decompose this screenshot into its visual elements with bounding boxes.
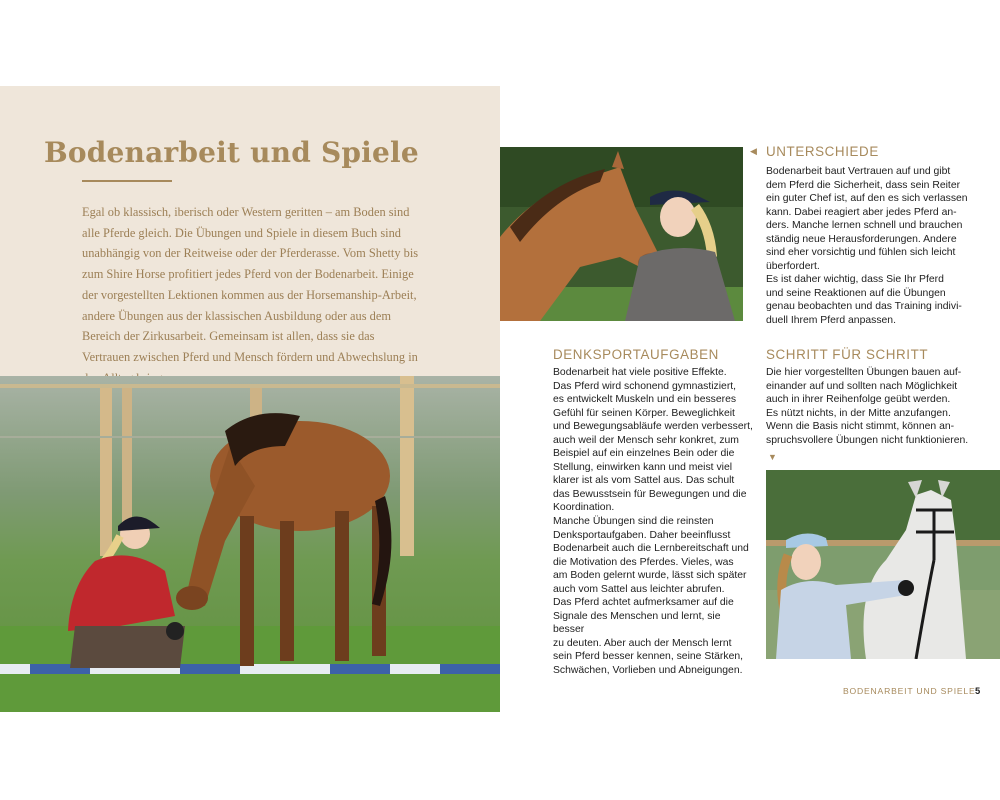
running-head: BODENARBEIT UND SPIELE — [843, 686, 976, 696]
page-number: 5 — [975, 685, 981, 696]
triangle-left-icon: ◀ — [750, 146, 757, 156]
body-schritt-fuer-schritt: Die hier vorgestellten Übungen bauen auf- einander auf und sollten nach Möglichkeit auch in ihrer Reihenfolge geübt werden. Es nützt nichts, in der Mitte anzufangen. Wenn die Basis nicht stimmt, können an- spruchsvollere Übungen nicht funktionieren. — [766, 367, 969, 446]
body-unterschiede: Bodenarbeit baut Vertrauen auf und gibt dem Pferd die Sicherheit, dass sein Reiter ein guter Chef ist, auf den es sich verlassen kann. Dabei reagiert aber jedes Pferd an- ders. Manche lernen schnell und brauchen ständig neue Herausforderungen. Andere sind eher vorsichtig und fühlen sich leicht überfordert. Es ist daher wichtig, dass Sie Ihr Pferd und seine Reaktionen auf die Übungen genau beobachten und das Training indivi- duell Ihrem Pferd anpassen. — [766, 166, 968, 327]
body-denksportaufgaben: Bodenarbeit hat viele positive Effekte. Das Pferd wird schonend gymnastiziert, es entwickelt Muskeln und ein besseres Gefühl für seinen Körper. Beweglichkeit und Bewegungsabläufe werden verbessert, auch weil der Mensch sehr konkret, zum Beispiel auf ein einzelnes Bein oder die Stellung, einwirken kann und meist viel klarer ist als vom Sattel aus. Das schult das Bewusstsein für Bewegungen und die Koordination. Manche Übungen sind die reinsten Denksportaufgaben. Daher beeinflusst Bodenarbeit auch die Lernbereitschaft und die Motivation des Pferdes. Vieles, was am Boden gelernt wurde, lässt sich später auch vom Sattel aus leichter abrufen. Das Pferd achtet aufmerksamer auf die Signale des Menschen und lernt, sie besser zu deuten. Aber auch der Mensch lernt sein Pferd besser kennen, seine Stärken, Schwächen, Vorlieben und Abneigungen. — [553, 367, 753, 677]
page-title: Bodenarbeit und Spiele — [44, 136, 419, 169]
photo-woman-with-white-horse — [766, 470, 1000, 659]
photo-woman-with-bay-horse — [0, 376, 500, 712]
intro-paragraph: Egal ob klassisch, iberisch oder Western geritten – am Boden sind alle Pferde gleich. Die Übungen und Spiele in diesem Buch sind unabhängig von der Reitweise oder der Pferderasse. Vom Shetty bis zum Shire Horse profitiert jedes Pferd von der Bodenarbeit. Einige der vorgestellten Lektionen kommen aus der Horsemanship-Arbeit, andere Übungen aus der klassischen Ausbildung oder aus dem Bereich der Zirkusarbeit. Gemeinsam ist allen, dass sie das Vertrauen zwischen Pferd und Mensch fördern und Abwechslung in — [82, 205, 419, 364]
heading-schritt-fuer-schritt: SCHRITT FÜR SCHRITT — [766, 347, 929, 362]
heading-denksportaufgaben: DENKSPORTAUFGABEN — [553, 347, 719, 362]
heading-unterschiede: UNTERSCHIEDE — [766, 144, 879, 159]
photo-woman-and-horse-face-to-face — [500, 147, 743, 321]
title-underline — [82, 180, 172, 182]
triangle-down-icon: ▼ — [768, 452, 777, 462]
